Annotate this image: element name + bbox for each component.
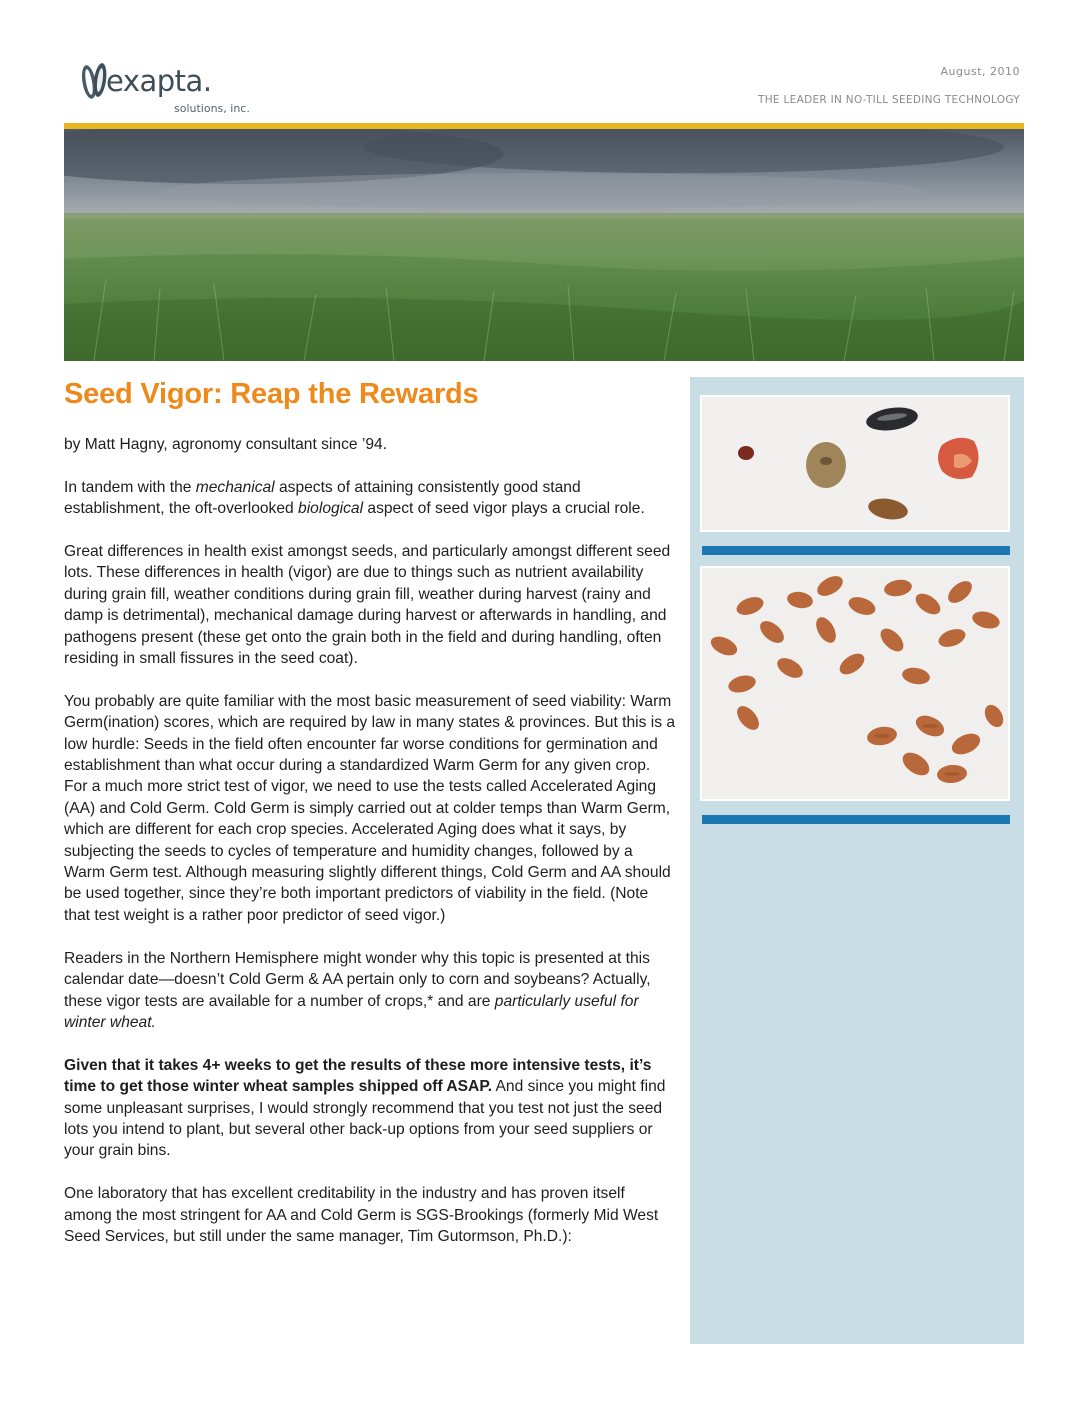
hero-field-photo [64, 129, 1024, 361]
paragraph-2: Great differences in health exist amongst seeds, and particularly amongst different seed lots. These differences in health (vigor) are due to things such as nutrient availability during grain fill, weather conditions during grain fill, weather during harvest (rainy and damp is detrimental), mechanical damage during harvest or afterwards in handling, and pathogens present (these get onto the grain both in the field and during handling, often residing in small fissures in the seed coat). [64, 543, 671, 668]
sidebar-divider-2 [702, 815, 1010, 824]
article-title: Seed Vigor: Reap the Rewards [64, 378, 479, 410]
paragraph-4: Readers in the Northern Hemisphere might wonder why this topic is presented at this calendar date—doesn’t Cold Germ & AA pertain only to corn and soybeans? Actually, these vigor tests are available for a number of crops,* and are particularly useful for winter wheat. [64, 949, 651, 1031]
tagline: THE LEADER IN NO-TILL SEEDING TECHNOLOGY [758, 94, 1020, 106]
paragraph-5: Given that it takes 4+ weeks to get the results of these more intensive tests, it’s time to get those winter wheat samples shipped off ASAP. And since you might find some unpleasant surprises, I would strongly recommend that you test not just the seed lots you intend to plant, but several other back-up options from your seed suppliers or your grain bins. [64, 1056, 666, 1160]
brand-subtitle: solutions, inc. [174, 102, 250, 115]
brand-name: exapta. [106, 64, 212, 98]
issue-date: August, 2010 [940, 65, 1020, 78]
seed-varieties-photo [700, 395, 1010, 532]
article-body [64, 434, 676, 1269]
exapta-logo [80, 58, 280, 120]
paragraph-1: In tandem with the mechanical aspects of attaining consistently good stand establishment, the oft-overlooked biological aspect of seed vigor plays a crucial role. [64, 478, 645, 518]
paragraph-3: You probably are quite familiar with the most basic measurement of seed viability: Warm Germ(ination) scores, which are required by law in many states & provinces. But this is a low hurdle: Seeds in the field often encounter far worse conditions for germination and establishment than what occur during a standardized Warm Germ for any given crop. For a much more strict test of vigor, we need to use the tests called Accelerated Aging (AA) and Cold Germ. Cold Germ is simply carried out at colder temps than Warm Germ, which are different for each crop species. Accelerated Aging does what it says, by subjecting the seeds to cycles of temperature and humidity changes, followed by a Warm Germ test. Although measuring slightly different things, Cold Germ and AA should be used together, since they’re both important predictors of viability in the field. (Note that test weight is a rather poor predictor of seed vigor.) [64, 692, 676, 924]
wheat-kernels-photo [700, 566, 1010, 801]
byline: by Matt Hagny, agronomy consultant since ’94. [64, 436, 388, 453]
sidebar-divider [702, 546, 1010, 555]
paragraph-6: One laboratory that has excellent creditability in the industry and has proven itself among the most stringent for AA and Cold Germ is SGS-Brookings (formerly Mid West Seed Services, but still under the same manager, Tim Gutormson, Ph.D.): [64, 1185, 659, 1245]
